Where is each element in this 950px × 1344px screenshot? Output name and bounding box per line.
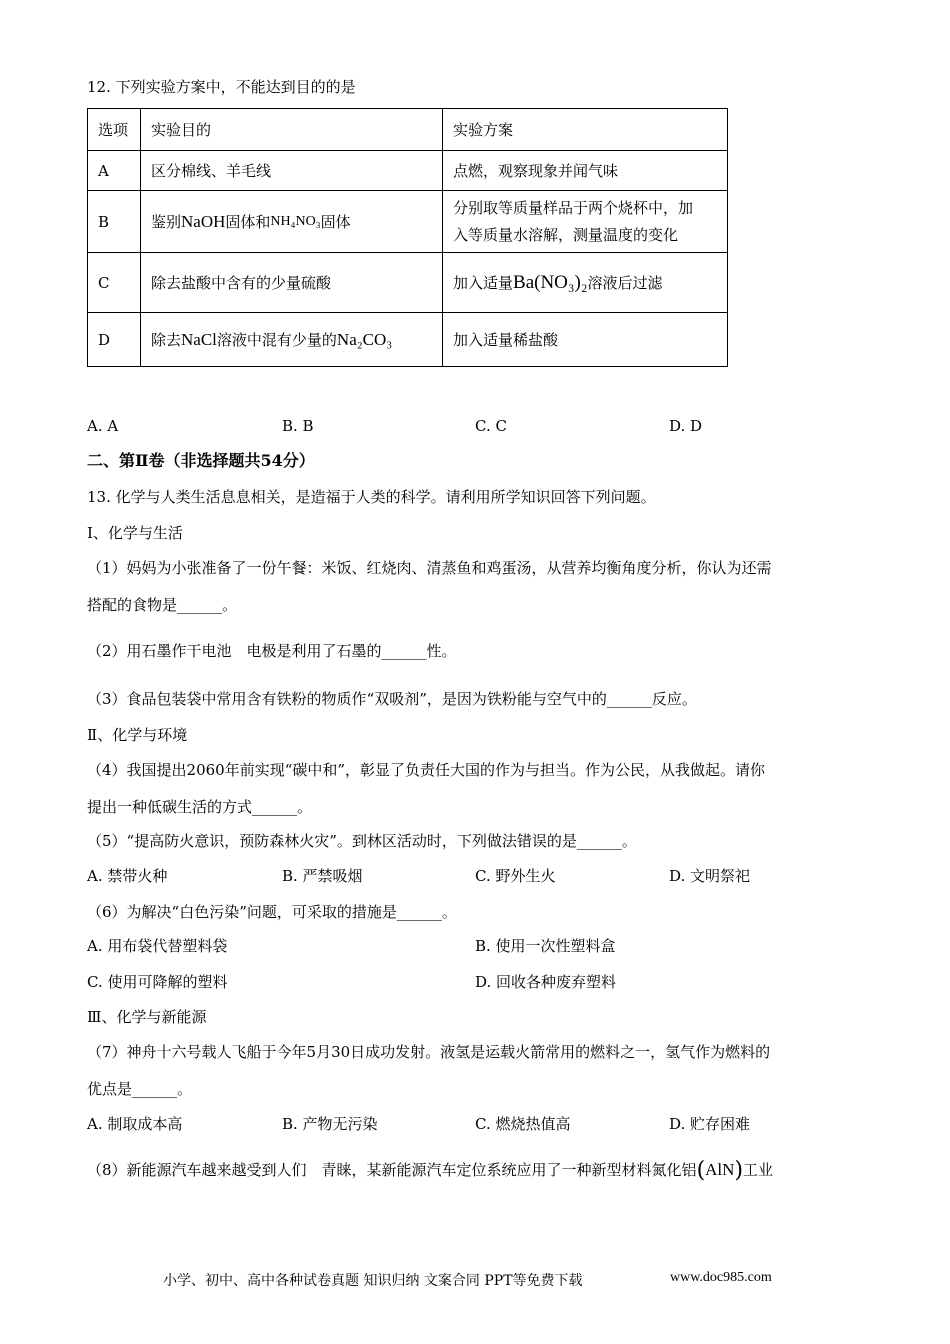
q13-sub7-choice-b: B. 产物无污染 <box>282 1115 378 1133</box>
row-a-purpose: 区分棉线、羊毛线 <box>141 151 443 191</box>
footer-text: 小学、初中、高中各种试卷真题 知识归纳 文案合同 PPT等免费下载 <box>163 1273 583 1289</box>
q13-sub4-line1: （4）我国提出2060年前实现“碳中和”，彰显了负责任大国的作为与担当。作为公民，从我做起。请你 <box>87 761 766 779</box>
q12-stem: 12. 下列实验方案中，不能达到目的的是 <box>87 78 356 96</box>
q13-sub6-choice-d: D. 回收各种废弃塑料 <box>475 973 617 991</box>
q13-sub7-choice-c: C. 燃烧热值高 <box>475 1115 571 1133</box>
header-option: 选项 <box>88 109 141 151</box>
q13-sub5-choice-b: B. 严禁吸烟 <box>282 867 363 885</box>
q13-sub2: （2）用石墨作干电池 电极是利用了石墨的______性。 <box>87 642 457 660</box>
row-c-plan: 加入适量Ba(NO₃)₂溶液后过滤 <box>443 253 728 313</box>
q13-sub5-choice-a: A. 禁带火种 <box>87 867 168 885</box>
nacl-formula: NaCl <box>181 330 217 349</box>
aln-close-paren: ) <box>734 1158 744 1183</box>
q13-stem: 13. 化学与人类生活息息相关，是造福于人类的科学。请利用所学知识回答下列问题。 <box>87 488 656 506</box>
q12-choice-b: B. B <box>282 417 314 435</box>
q13-sub7-line1: （7）神舟十六号载人飞船于今年5月30日成功发射。液氢是运载火箭常用的燃料之一，氢气作为燃料的 <box>87 1043 771 1061</box>
footer-url[interactable]: www.doc985.com <box>670 1270 772 1285</box>
table-row <box>88 191 728 253</box>
table-header-row <box>88 109 728 151</box>
section-heading: 二、第Ⅱ卷（非选择题共54分） <box>87 451 315 470</box>
part3-heading: Ⅲ、化学与新能源 <box>87 1008 207 1026</box>
q12-choice-d: D. D <box>669 417 703 435</box>
row-c-option: C <box>88 253 141 313</box>
part2-heading: Ⅱ、化学与环境 <box>87 726 188 744</box>
q13-sub1-line1: （1）妈妈为小张准备了一份午餐：米饭、红烧肉、清蒸鱼和鸡蛋汤，从营养均衡角度分析，你认为还需 <box>87 559 772 577</box>
row-b-plan: 分别取等质量样品于两个烧杯中，加 入等质量水溶解，测量温度的变化 <box>443 191 728 253</box>
q13-sub1-line2: 搭配的食物是______。 <box>87 596 238 614</box>
q13-sub8: （8）新能源汽车越来越受到人们 青睐，某新能源汽车定位系统应用了一种新型材料氮化铝(AlN)工业 <box>87 1158 774 1183</box>
q13-sub4-line2: 提出一种低碳生活的方式______。 <box>87 798 313 816</box>
table-row <box>88 253 728 313</box>
q13-sub6-choice-c: C. 使用可降解的塑料 <box>87 973 228 991</box>
row-b-purpose: 鉴别NaOH固体和NH₄NO₃固体 <box>141 191 443 253</box>
row-a-option: A <box>88 151 141 191</box>
row-b-option: B <box>88 191 141 253</box>
row-d-purpose: 除去NaCl溶液中混有少量的Na₂CO₃ <box>141 313 443 367</box>
experiment-table <box>87 108 728 367</box>
q13-sub7-choice-d: D. 贮存困难 <box>669 1115 751 1133</box>
table-row <box>88 151 728 191</box>
row-c-purpose: 除去盐酸中含有的少量硫酸 <box>141 253 443 313</box>
q13-sub5: （5）“提高防火意识，预防森林火灾”。到林区活动时，下列做法错误的是______。 <box>87 832 637 850</box>
na2co3-formula: Na₂CO₃ <box>336 330 393 349</box>
q13-sub6: （6）为解决“白色污染”问题，可采取的措施是______。 <box>87 903 457 921</box>
row-d-plan: 加入适量稀盐酸 <box>443 313 728 367</box>
q13-sub6-choice-b: B. 使用一次性塑料盒 <box>475 937 616 955</box>
q13-sub7-line2: 优点是______。 <box>87 1080 193 1098</box>
naoh-formula: NaOH <box>181 212 226 231</box>
q12-choice-a: A. A <box>87 417 119 435</box>
aln-formula: AlN <box>705 1160 735 1179</box>
q13-sub5-choice-c: C. 野外生火 <box>475 867 556 885</box>
q12-choice-c: C. C <box>475 417 507 435</box>
part1-heading: Ⅰ、化学与生活 <box>87 524 183 542</box>
header-purpose: 实验目的 <box>141 109 443 151</box>
q13-sub7-choice-a: A. 制取成本高 <box>87 1115 183 1133</box>
row-d-option: D <box>88 313 141 367</box>
row-a-plan: 点燃，观察现象并闻气味 <box>443 151 728 191</box>
q13-sub3: （3）食品包装袋中常用含有铁粉的物质作“双吸剂”，是因为铁粉能与空气中的______反应。 <box>87 690 697 708</box>
aln-open-paren: ( <box>696 1158 706 1183</box>
ba-no3-2-formula: Ba(NO₃)₂ <box>513 271 588 293</box>
q13-sub5-choice-d: D. 文明祭祀 <box>669 867 751 885</box>
header-plan: 实验方案 <box>443 109 728 151</box>
nh4no3-formula: NH₄NO₃ <box>270 214 321 229</box>
q13-sub6-choice-a: A. 用布袋代替塑料袋 <box>87 937 228 955</box>
table-row <box>88 313 728 367</box>
